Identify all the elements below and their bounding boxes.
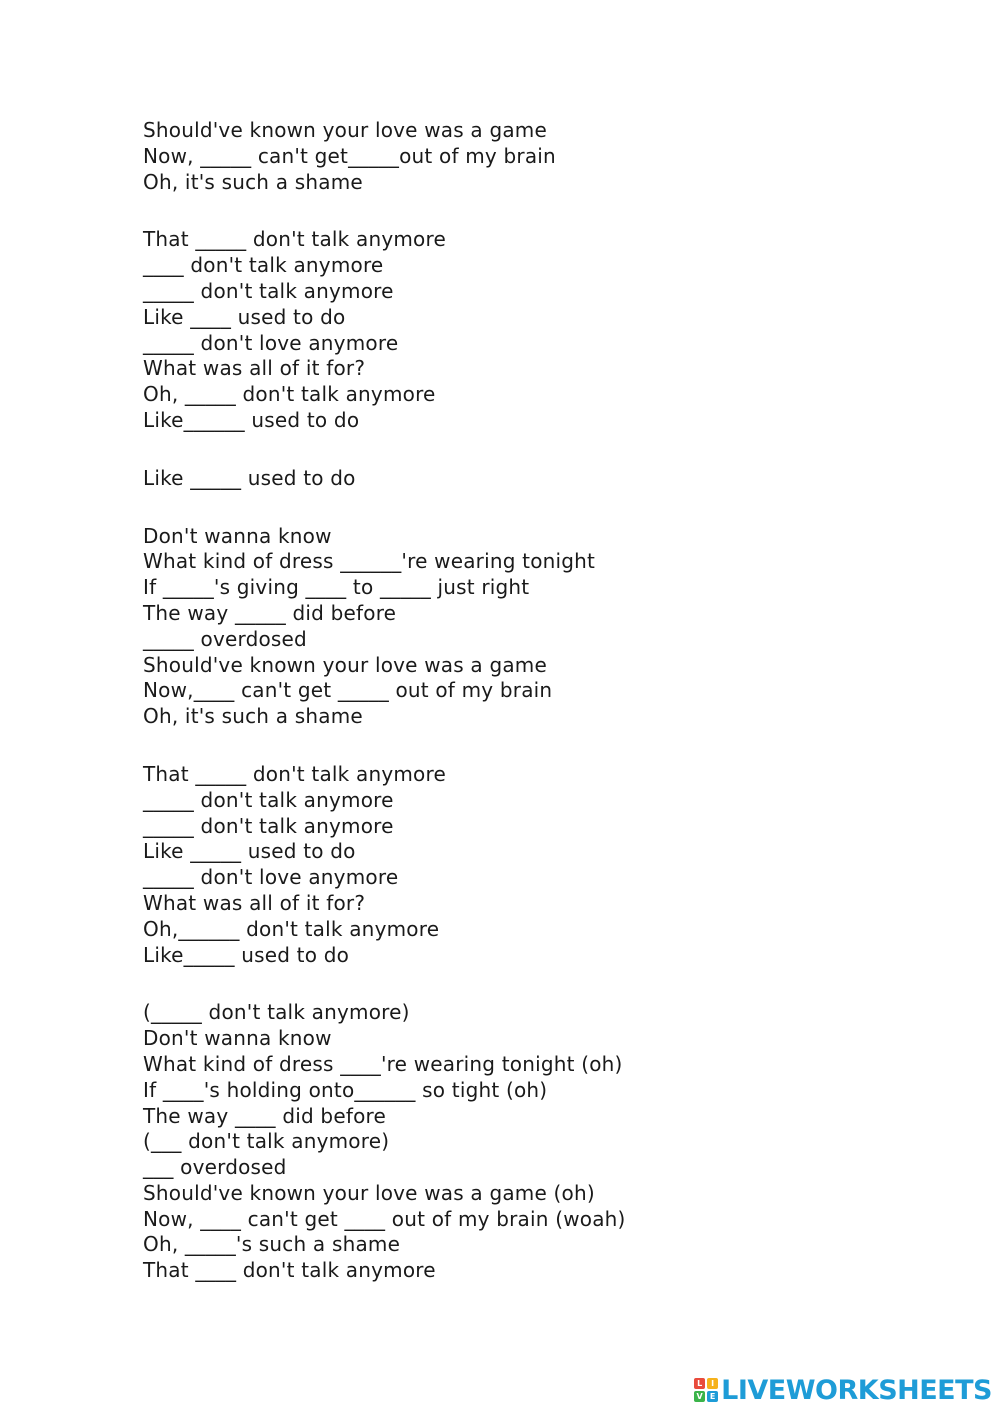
liveworksheets-logo-icon xyxy=(694,1378,718,1402)
lyric-line: Like _____ used to do xyxy=(143,839,356,864)
lyric-line: Should've known your love was a game xyxy=(143,118,547,142)
lyric-line: If _____'s giving ____ to _____ just right xyxy=(143,575,530,600)
lyric-line: Now, _____ can't get_____out of my brain xyxy=(143,143,556,168)
lyric-line: ___ overdosed xyxy=(143,1155,287,1180)
lyric-line: Don't wanna know xyxy=(143,1026,332,1051)
lyric-line: What kind of dress ____'re wearing tonight (oh) xyxy=(143,1051,623,1076)
lyric-line: ____ don't talk anymore xyxy=(143,253,384,278)
lyric-line: That _____ don't talk anymore xyxy=(143,761,446,786)
stanza-4 xyxy=(143,524,943,730)
lyric-line: Now, ____ can't get ____ out of my brain (woah) xyxy=(143,1206,626,1231)
lyric-line: Oh, it's such a shame xyxy=(143,169,363,194)
stanza-2 xyxy=(143,227,943,433)
lyric-line: Now,____ can't get _____ out of my brain xyxy=(143,678,553,703)
lyric-line: _____ don't talk anymore xyxy=(143,278,394,303)
lyric-line: Like ____ used to do xyxy=(143,304,346,329)
logo-tile-e: E xyxy=(707,1391,718,1402)
lyric-line: What kind of dress ______'re wearing tonight xyxy=(143,549,596,574)
lyric-line: (_____ don't talk anymore) xyxy=(143,1000,410,1025)
lyric-line: Should've known your love was a game xyxy=(143,652,547,677)
stanza-1 xyxy=(143,118,943,195)
lyric-line: What was all of it for? xyxy=(143,356,366,381)
lyric-line: The way _____ did before xyxy=(143,600,397,625)
lyric-line: Like_____ used to do xyxy=(143,942,350,967)
lyric-line: _____ don't talk anymore xyxy=(143,813,394,838)
liveworksheets-wordmark: LIVEWORKSHEETS xyxy=(721,1374,992,1406)
stanza-6 xyxy=(143,1000,943,1284)
lyrics-worksheet xyxy=(143,118,943,1316)
stanza-3 xyxy=(143,466,943,492)
lyric-line: _____ don't talk anymore xyxy=(143,787,394,812)
logo-tile-v: V xyxy=(694,1391,705,1402)
lyric-line: Oh,______ don't talk anymore xyxy=(143,916,440,941)
lyric-line: That ____ don't talk anymore xyxy=(143,1258,436,1283)
lyric-line: _____ don't love anymore xyxy=(143,865,399,890)
lyric-line: Oh, it's such a shame xyxy=(143,704,363,729)
lyric-line: What was all of it for? xyxy=(143,890,366,915)
lyric-line: (___ don't talk anymore) xyxy=(143,1129,390,1154)
logo-tile-l: L xyxy=(694,1378,705,1389)
lyric-line: Oh, _____'s such a shame xyxy=(143,1232,401,1257)
lyric-line: Should've known your love was a game (oh) xyxy=(143,1180,595,1205)
lyric-line: That _____ don't talk anymore xyxy=(143,227,446,252)
lyric-line: Oh, _____ don't talk anymore xyxy=(143,382,436,407)
lyric-line: Don't wanna know xyxy=(143,523,332,548)
liveworksheets-logo[interactable] xyxy=(694,1373,992,1407)
lyric-line: If ____'s holding onto______ so tight (oh) xyxy=(143,1077,548,1102)
stanza-5 xyxy=(143,762,943,968)
logo-tile-i: I xyxy=(707,1378,718,1389)
lyric-line: The way ____ did before xyxy=(143,1103,386,1128)
lyric-line: Like______ used to do xyxy=(143,407,360,432)
lyric-line: _____ overdosed xyxy=(143,626,307,651)
lyric-line: Like _____ used to do xyxy=(143,465,356,490)
lyric-line: _____ don't love anymore xyxy=(143,330,399,355)
